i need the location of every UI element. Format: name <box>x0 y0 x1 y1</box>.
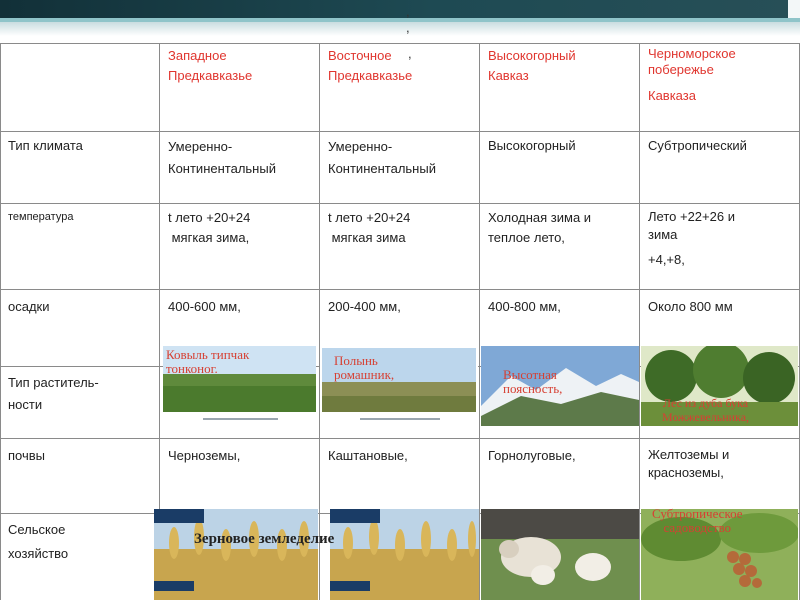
soils-highland: Горнолуговые, <box>488 448 576 463</box>
col-border <box>639 43 640 600</box>
precipitation-highland: 400-800 мм, <box>488 299 561 314</box>
row-label-vegetation: Тип раститель- ности <box>8 375 99 412</box>
header-black-sea-coast: Черноморское побережье <box>648 46 736 77</box>
stray-comma-mark: , <box>406 4 410 19</box>
row-label-temperature: температура <box>8 211 74 223</box>
row-border <box>0 131 800 132</box>
row-border <box>0 203 800 204</box>
row-label-climate: Тип климата <box>8 138 83 153</box>
temperature-west: t лето +20+24 мягкая зима, <box>168 210 251 245</box>
climate-black-sea: Субтропический <box>648 138 747 153</box>
header-east-ciscaucasia: Восточное Предкавказье <box>328 48 413 83</box>
soils-black-sea: Желтоземы и красноземы, <box>648 447 730 480</box>
col-border <box>319 43 320 600</box>
precipitation-east: 200-400 мм, <box>328 299 401 314</box>
precipitation-black-sea: Около 800 мм <box>648 299 733 314</box>
row-label-precipitation: осадки <box>8 299 50 314</box>
vegetation-west-caption: Ковыль типчак тонконог. <box>166 347 250 376</box>
col-border <box>479 43 480 600</box>
climate-east: Умеренно- Континентальный <box>328 139 436 176</box>
wheat-image-2 <box>330 509 479 600</box>
row-border <box>0 438 800 439</box>
header-comma-mark: , <box>408 46 412 61</box>
wheat-field-photo-west <box>154 509 318 600</box>
header-highland-caucasus: Высокогорный Кавказ <box>488 48 576 83</box>
climate-west: Умеренно- Континентальный <box>168 139 276 176</box>
row-border <box>0 289 800 290</box>
row-border <box>0 43 800 44</box>
row-label-soils: почвы <box>8 448 46 463</box>
vegetation-black-sea-caption: Лес из дуба бука Можжевельника, <box>662 396 750 424</box>
precipitation-west: 400-600 мм, <box>168 299 241 314</box>
agriculture-black-sea-caption: Субтропическое садоводство <box>652 506 743 535</box>
climate-highland: Высокогорный <box>488 138 576 153</box>
agriculture-grain-caption: Зерновое земледелие <box>194 531 335 547</box>
sheep-image <box>481 509 639 600</box>
soils-west: Черноземы, <box>168 448 241 463</box>
header-black-sea-coast-2: Кавказа <box>648 88 696 103</box>
row-label-agriculture: Сельское хозяйство <box>8 522 69 561</box>
stray-comma-mark-2: , <box>406 20 410 35</box>
temperature-east: t лето +20+24 мягкая зима <box>328 210 411 245</box>
vegetation-east-caption: Полынь ромашник, <box>334 353 395 382</box>
soils-east: Каштановые, <box>328 448 408 463</box>
wheat-image <box>154 509 318 600</box>
sheep-pasture-photo <box>481 509 639 600</box>
temperature-black-sea-winter: +4,+8, <box>648 252 685 267</box>
col-border <box>0 43 1 600</box>
vegetation-highland-caption: Высотная поясность, <box>503 367 563 396</box>
header-west-ciscaucasia: Западное Предкавказье <box>168 48 253 83</box>
temperature-highland: Холодная зима и теплое лето, <box>488 210 592 245</box>
wheat-field-photo-east <box>330 509 479 600</box>
temperature-black-sea: Лето +22+26 и зима <box>648 209 735 242</box>
